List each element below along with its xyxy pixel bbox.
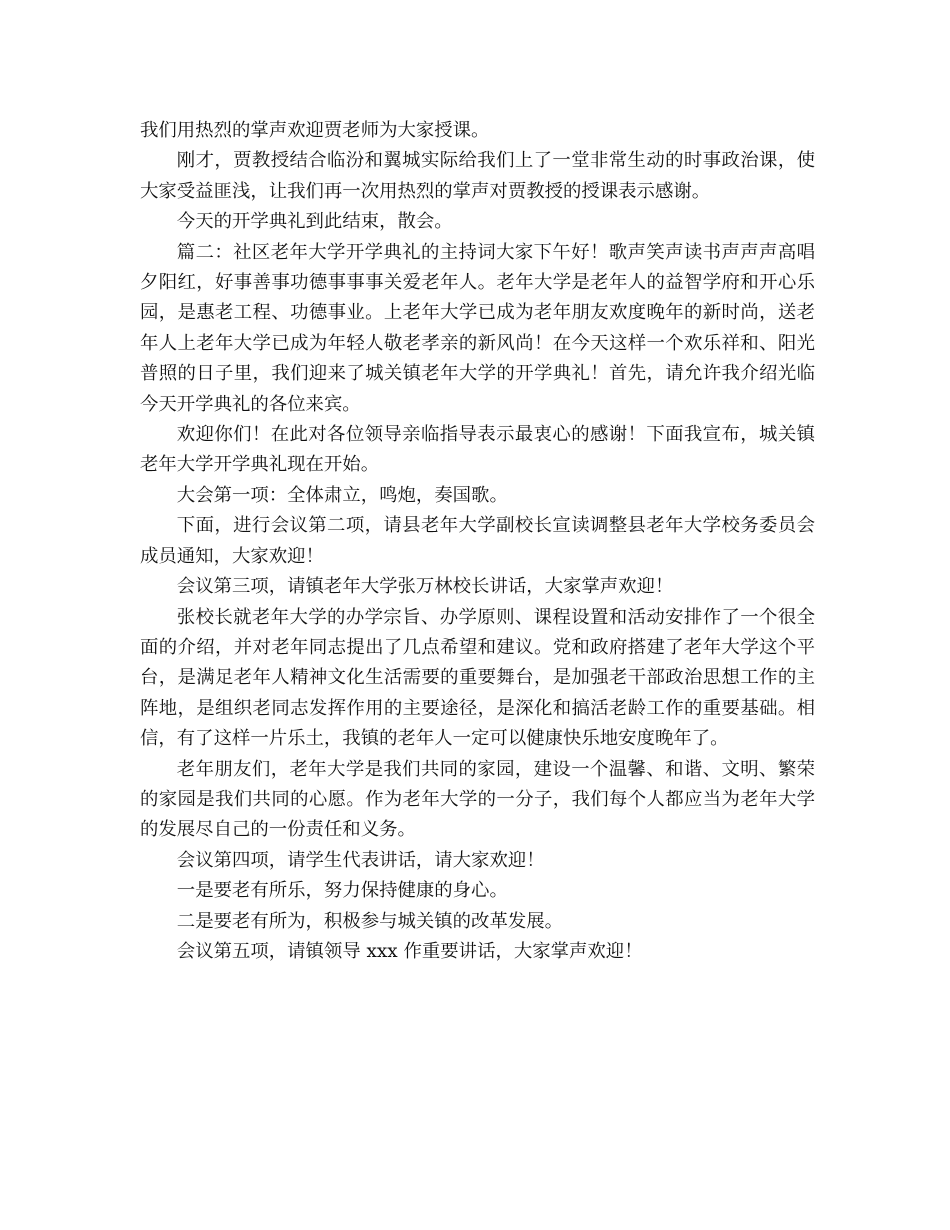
paragraph: 会议第四项，请学生代表讲话，请大家欢迎！	[176, 849, 545, 871]
document-body	[140, 116, 815, 967]
paragraph: 会议第五项，请镇领导 xxx 作重要讲话，大家掌声欢迎！	[176, 940, 643, 962]
paragraph: 下面，进行会议第二项，请县老年大学副校长宣读调整县老年大学校务委员会成员通知，大家欢迎！	[140, 515, 815, 567]
paragraph: 会议第三项，请镇老年大学张万林校长讲话，大家掌声欢迎！	[176, 576, 674, 598]
paragraph: 今天的开学典礼到此结束，散会。	[176, 211, 453, 233]
paragraph: 二是要老有所为，积极参与城关镇的改革发展。	[176, 910, 564, 932]
paragraph: 一是要老有所乐，努力保持健康的身心。	[176, 880, 508, 902]
paragraph: 刚才，贾教授结合临汾和翼城实际给我们上了一堂非常生动的时事政治课，使大家受益匪浅，让我们再一次用热烈的掌声对贾教授的授课表示感谢。	[140, 150, 815, 202]
paragraph: 老年朋友们，老年大学是我们共同的家园，建设一个温馨、和谐、文明、繁荣的家园是我们共同的心愿。作为老年大学的一分子，我们每个人都应当为老年大学的发展尽自己的一份责任和义务。	[140, 758, 815, 841]
paragraph: 欢迎你们！在此对各位领导亲临指导表示最衷心的感谢！下面我宣布，城关镇老年大学开学典礼现在开始。	[140, 424, 815, 476]
paragraph-continuation: 我们用热烈的掌声欢迎贾老师为大家授课。	[140, 120, 490, 141]
paragraph: 张校长就老年大学的办学宗旨、办学原则、课程设置和活动安排作了一个很全面的介绍，并对老年同志提出了几点希望和建议。党和政府搭建了老年大学这个平台，是满足老年人精神文化生活需要的重要舞台，是加强老干部政治思想工作的主阵地，是组织老同志发挥作用的主要途径，是深化和搞活老龄工作的重要基础。相信，有了这样一片乐土，我镇的老年人一定可以健康快乐地安度晚年了。	[140, 606, 815, 750]
paragraph: 大会第一项：全体肃立，鸣炮，奏国歌。	[176, 484, 508, 506]
paragraph-section-two: 篇二：社区老年大学开学典礼的主持词大家下午好！歌声笑声读书声声声高唱夕阳红，好事善事功德事事事关爱老年人。老年大学是老年人的益智学府和开心乐园，是惠老工程、功德事业。上老年大学已成为老年朋友欢度晚年的新时尚，送老年人上老年大学已成为年轻人敬老孝亲的新风尚！在今天这样一个欢乐祥和、阳光普照的日子里，我们迎来了城关镇老年大学的开学典礼！首先，请允许我介绍光临今天开学典礼的各位来宾。	[140, 241, 815, 415]
